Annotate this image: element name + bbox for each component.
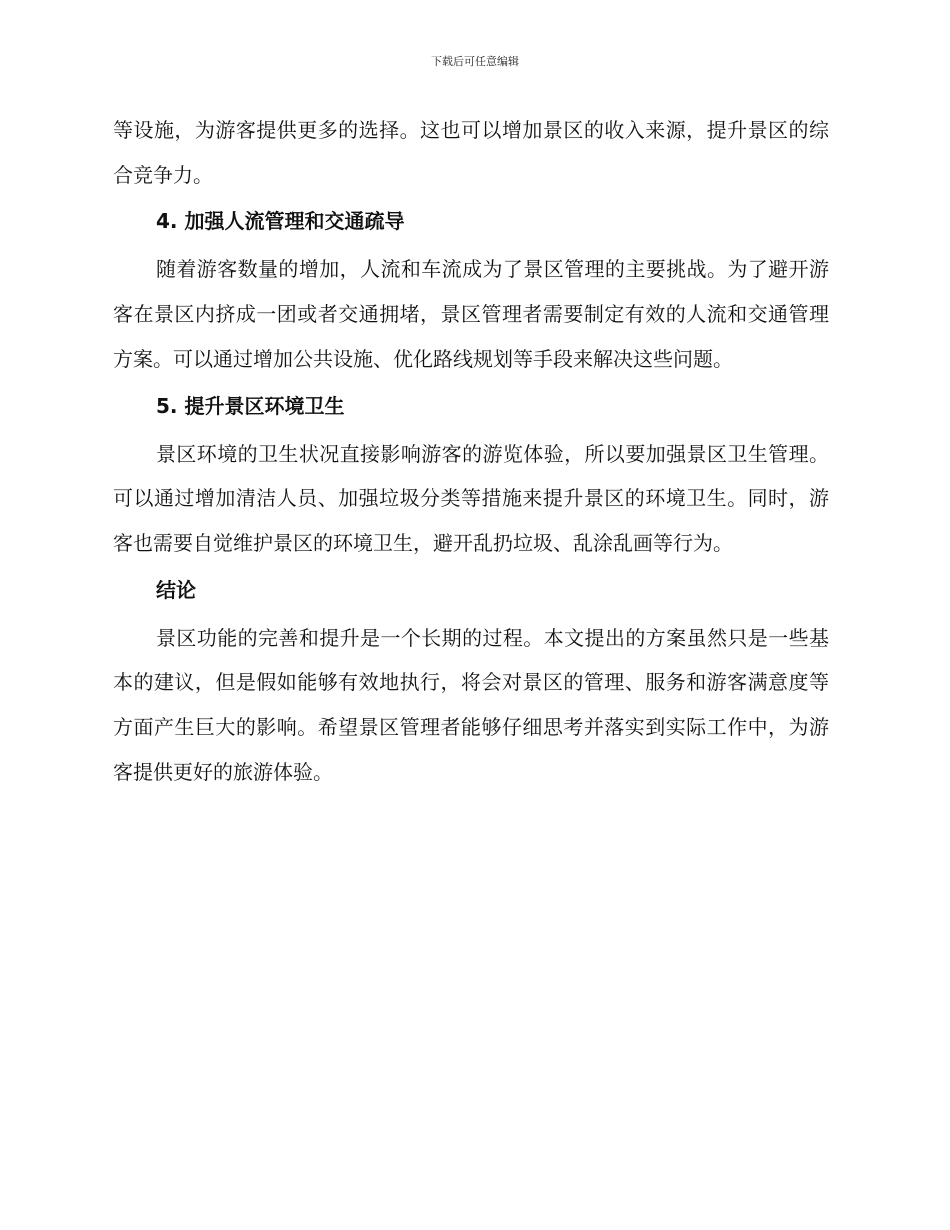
page-header: 下载后可任意编辑 [431,55,519,68]
section-heading-5: 5. 提升景区环境卫生 [156,393,345,418]
paragraph-environment: 景区环境的卫生状况直接影响游客的游览体验，所以要加强景区卫生管理。可以通过增加清洁人员、加强垃圾分类等措施来提升景区的环境卫生。同时，游客也需要自觉维护景区的环境卫生，避开乱扔垃圾、乱涂乱画等行为。 [113,441,829,555]
section-heading-4: 4. 加强人流管理和交通疏导 [156,209,405,234]
paragraph-crowd-traffic: 随着游客数量的增加，人流和车流成为了景区管理的主要挑战。为了避开游客在景区内挤成一团或者交通拥堵，景区管理者需要制定有效的人流和交通管理方案。可以通过增加公共设施、优化路线规划等手段来解决这些问题。 [113,257,829,371]
document-body [113,108,829,794]
conclusion-heading: 结论 [156,577,196,602]
paragraph-conclusion: 景区功能的完善和提升是一个长期的过程。本文提出的方案虽然只是一些基本的建议，但是假如能够有效地执行，将会对景区的管理、服务和游客满意度等方面产生巨大的影响。希望景区管理者能够仔细思考并落实到实际工作中，为游客提供更好的旅游体验。 [113,625,829,784]
paragraph-continuation: 等设施，为游客提供更多的选择。这也可以增加景区的收入来源，提升景区的综合竞争力。 [113,118,829,187]
